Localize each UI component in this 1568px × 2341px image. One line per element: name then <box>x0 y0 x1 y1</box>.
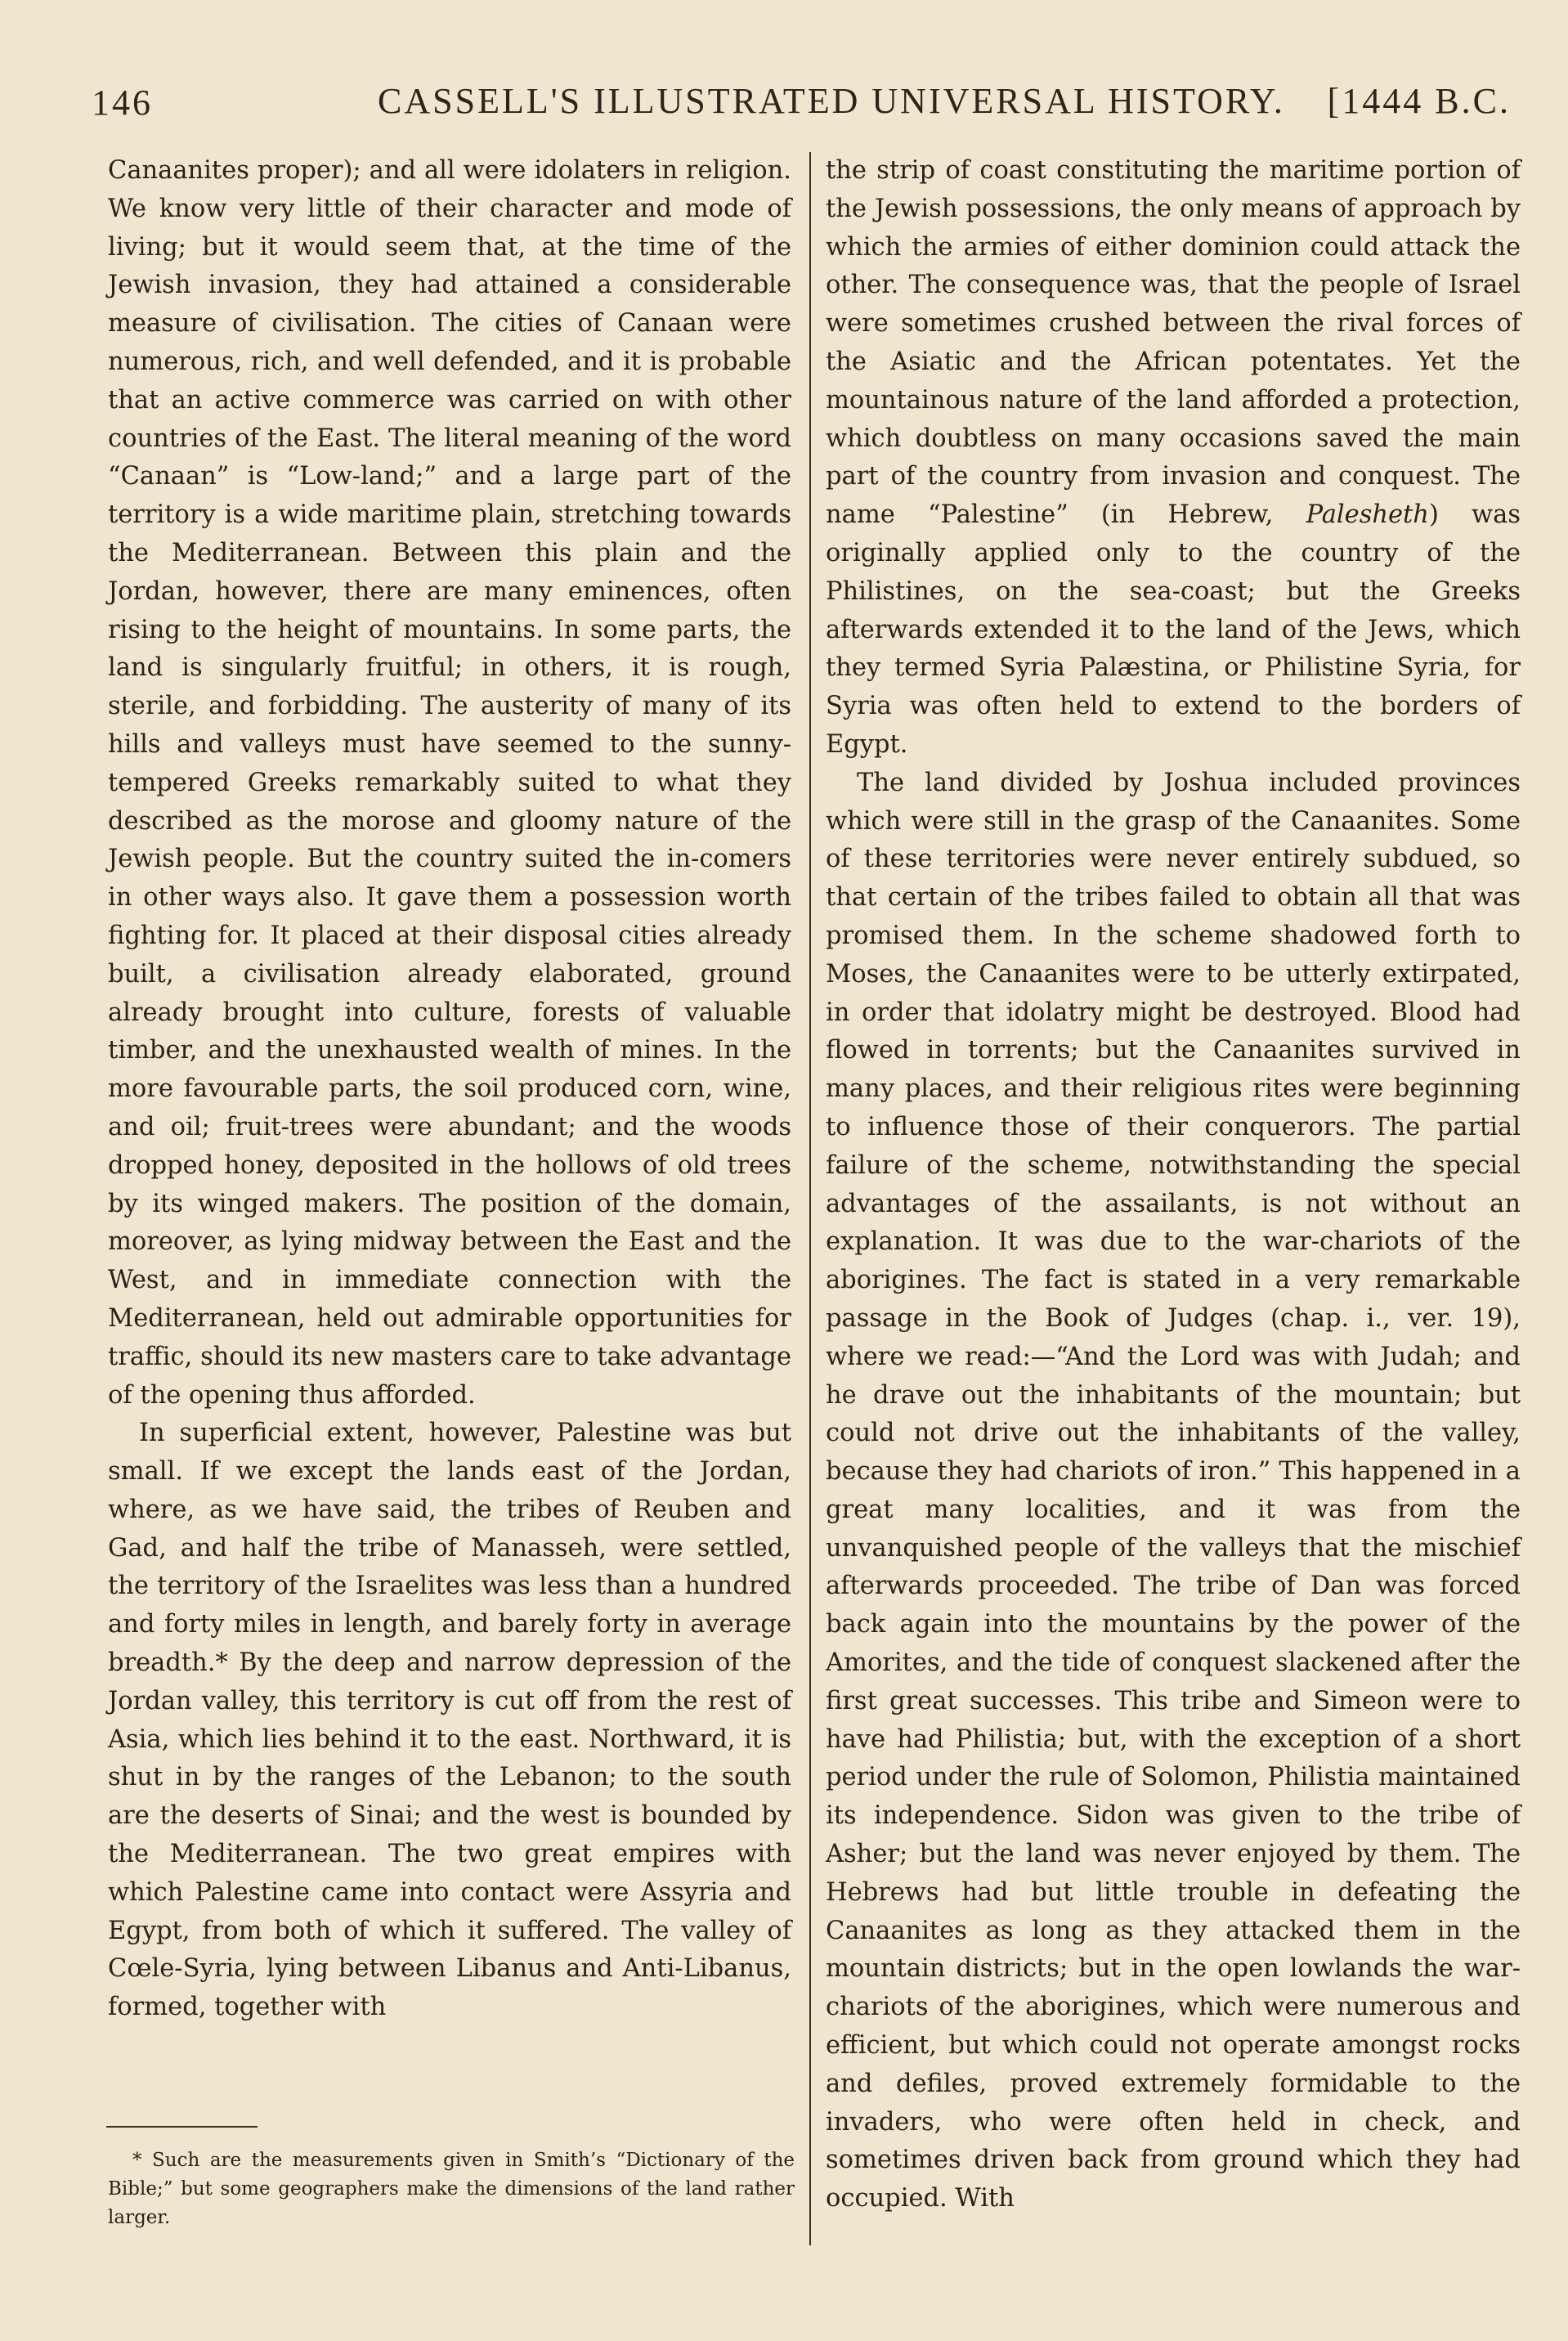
running-header <box>92 72 1511 129</box>
footnote-text: * Such are the measurements given in Smith’s “Dictionary of the Bible;” but some geographers make the dimensions of the land rather larger. <box>108 2150 795 2228</box>
right-column <box>826 152 1521 2218</box>
paragraph: The land divided by Joshua included provinces which were still in the grasp of the Canaanites. Some of these territories were never entirely subdued, so that certain of the tribes failed to obtain all that was promised them. In the scheme shadowed forth to Moses, the Canaanites were to be utterly extirpated, in order that idolatry might be destroyed. Blood had flowed in torrents; but the Canaanites survived in many places, and their religious rites were beginning to influence those of their conquerors. The partial failure of the scheme, notwithstanding the special advantages of the assailants, is not without an explanation. It was due to the war-chariots of the aborigines. The fact is stated in a very remarkable passage in the Book of Judges (chap. i., ver. 19), where we read:—“And the Lord was with Judah; and he drave out the inhabitants of the mountain; but could not drive out the inhabitants of the valley, because they had chariots of iron.” This happened in a great many localities, and it was from the unvanquished people of the valleys that the mischief afterwards proceeded. The tribe of Dan was forced back again into the mountains by the power of the Amorites, and the tide of conquest slackened after the first great successes. This tribe and Simeon were to have had Philistia; but, with the exception of a short period under the rule of Solomon, Philistia maintained its independence. Sidon was given to the tribe of Asher; but the land was never enjoyed by them. The Hebrews had but little trouble in defeating the Canaanites as long as they attacked them in the mountain districts; but in the open lowlands the war-chariots of the aborigines, which were numerous and efficient, but which could not operate amongst rocks and defiles, proved extremely formidable to the invaders, who were often held in check, and sometimes driven back from ground which they had occupied. With <box>826 768 1521 2213</box>
text-segment: ) was originally applied only to the country of the Philistines, on the sea-coast; but the Greeks afterwards extended it to the land of the Jews, which they termed Syria Palæstina, or Philistine Syria, for Syria was often held to extend to the borders of Egypt. <box>826 500 1521 759</box>
footnote-divider <box>106 2126 258 2128</box>
paragraph: Canaanites proper); and all were idolaters in religion. We know very little of their character and mode of living; but it would seem that, at the time of the Jewish invasion, they had attained a considerable measure of civilisation. The cities of Canaan were numerous, rich, and well defended, and it is probable that an active commerce was carried on with other countries of the East. The literal meaning of the word “Canaan” is “Low-land;” and a large part of the territory is a wide maritime plain, stretching towards the Mediterranean. Between this plain and the Jordan, however, there are many eminences, often rising to the height of mountains. In some parts, the land is singularly fruitful; in others, it is rough, sterile, and forbidding. The austerity of many of its hills and valleys must have seemed to the sunny-tempered Greeks remarkably suited to what they described as the morose and gloomy nature of the Jewish people. But the country suited the in-comers in other ways also. It gave them a possession worth fighting for. It placed at their disposal cities already built, a civilisation already elaborated, ground already brought into culture, forests of valuable timber, and the unexhausted wealth of mines. In the more favourable parts, the soil produced corn, wine, and oil; fruit-trees were abundant; and the woods dropped honey, deposited in the hollows of old trees by its winged makers. The position of the domain, moreover, as lying midway between the East and the West, and in immediate connection with the Mediterranean, held out admirable opportunities for traffic, should its new masters care to take advantage of the opening thus afforded. <box>108 156 791 1410</box>
left-column <box>108 152 791 2027</box>
italic-term: Palesheth <box>1306 500 1429 530</box>
date-marker: [1444 B.C. <box>1327 81 1511 121</box>
page-number: 146 <box>92 83 153 123</box>
text-segment: the strip of coast constituting the maritime portion of the Jewish possessions, the only means of approach by which the armies of either dominion could attack the other. The consequence was, that the people of Israel were sometimes crushed between the rival forces of the Asiatic and the African potentates. Yet the mountainous nature of the land afforded a protection, which doubtless on many occasions saved the main part of the country from invasion and conquest. The name “Palestine” (in Hebrew, <box>826 156 1521 530</box>
footnote <box>108 2146 795 2232</box>
column-divider <box>809 152 811 2245</box>
running-title: CASSELL'S ILLUSTRATED UNIVERSAL HISTORY. <box>378 81 1285 121</box>
paragraph: In superficial extent, however, Palestine was but small. If we except the lands east of the Jordan, where, as we have said, the tribes of Reuben and Gad, and half the tribe of Manasseh, were settled, the territory of the Israelites was less than a hundred and forty miles in length, and barely forty in average breadth.* By the deep and narrow depression of the Jordan valley, this territory is cut off from the rest of Asia, which lies behind it to the east. Northward, it is shut in by the ranges of the Lebanon; to the south are the deserts of Sinai; and the west is bounded by the Mediterranean. The two great empires with which Palestine came into contact were Assyria and Egypt, from both of which it suffered. The valley of Cœle-Syria, lying between Libanus and Anti-Libanus, formed, together with <box>108 1419 791 2022</box>
paragraph <box>826 152 1521 765</box>
